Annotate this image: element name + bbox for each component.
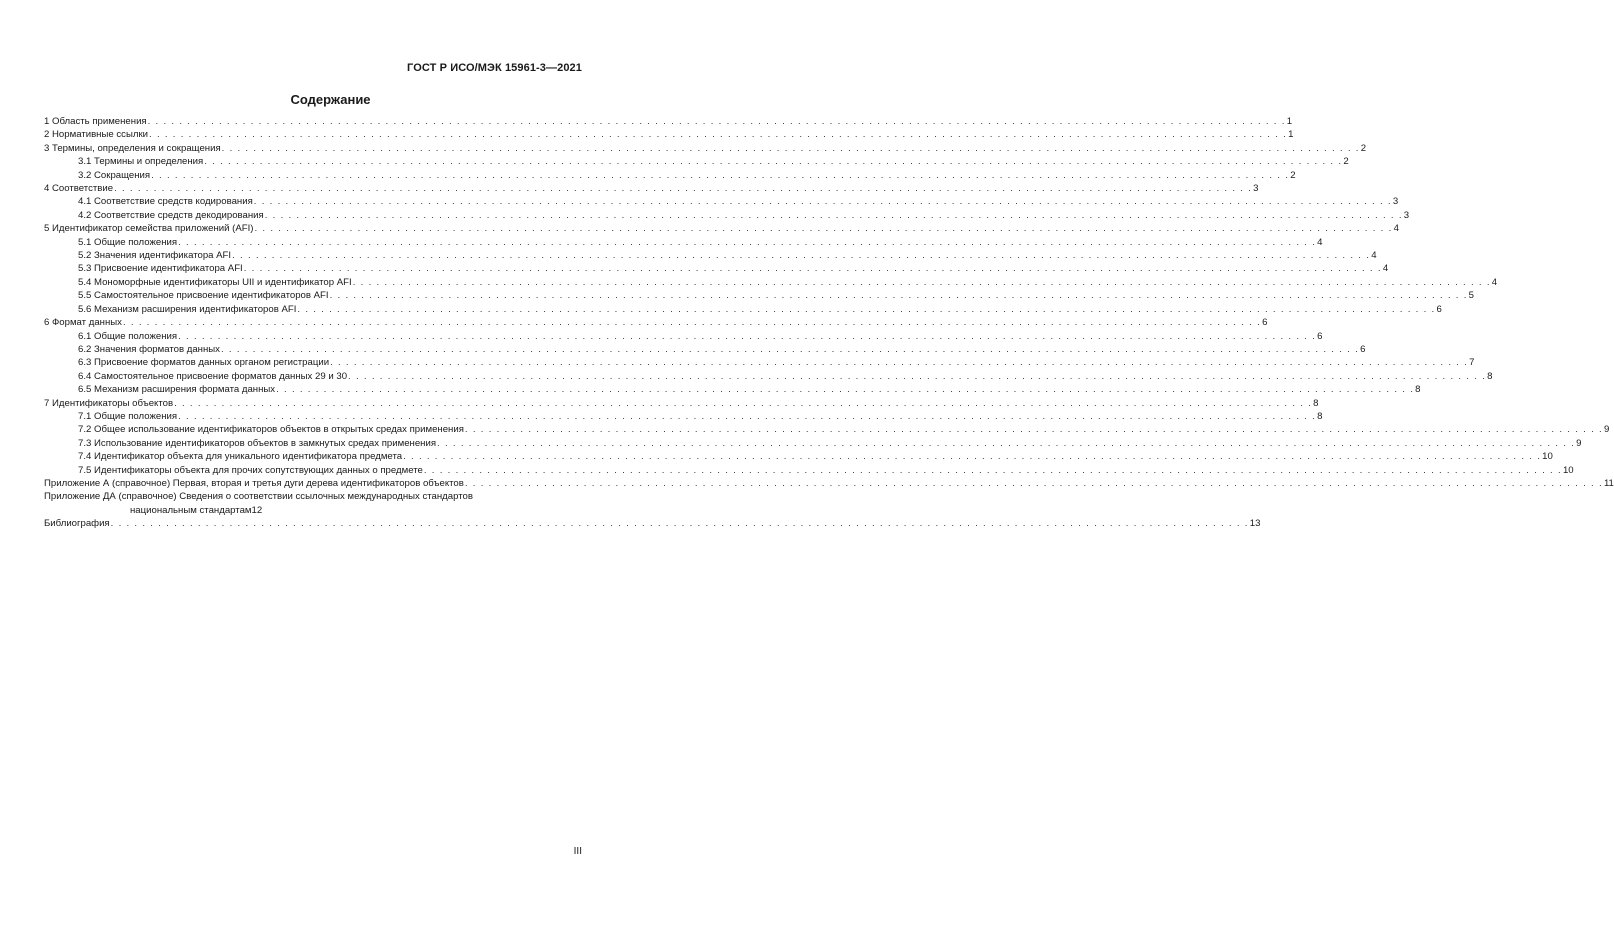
toc-entry[interactable]	[44, 222, 1399, 235]
toc-entry[interactable]	[44, 182, 1259, 195]
toc-entry-label: 7.5 Идентификаторы объекта для прочих сопутствующих данных о предмете	[78, 464, 423, 476]
toc-entry-page: 8	[1313, 397, 1319, 409]
toc-leader-dots	[147, 115, 1287, 128]
toc-entry[interactable]	[44, 464, 1574, 477]
toc-leader-dots	[464, 477, 1604, 490]
toc-entry[interactable]	[44, 236, 1323, 249]
toc-entry-page: 11	[1603, 477, 1614, 489]
toc-entry-label: Приложение ДА (справочное) Сведения о соответствии ссылочных международных стандартов	[44, 491, 473, 503]
toc-entry-page: 8	[1317, 410, 1323, 422]
toc-entry-page: 7	[1469, 357, 1475, 369]
toc-entry-label: 5.1 Общие положения	[78, 236, 178, 248]
toc-entry-label: 3 Термины, определения и сокращения	[44, 142, 221, 154]
toc-entry[interactable]	[44, 437, 1582, 450]
toc-entry[interactable]	[44, 343, 1366, 356]
toc-entry[interactable]	[44, 155, 1349, 168]
toc-entry-label: 6.1 Общие положения	[78, 330, 178, 342]
page-number: III	[573, 846, 582, 857]
table-of-contents	[44, 115, 1614, 531]
toc-entry[interactable]	[44, 262, 1389, 275]
toc-entry-label: 3.1 Термины и определения	[78, 156, 204, 168]
page-title: Содержание	[290, 92, 371, 107]
toc-entry-label: 6.3 Присвоение форматов данных органом регистрации	[78, 357, 330, 369]
toc-entry-label: 5.6 Механизм расширения идентификаторов AFI	[78, 303, 297, 315]
toc-entry-label-continued: национальным стандартам	[130, 504, 252, 516]
toc-entry[interactable]	[44, 249, 1377, 262]
toc-entry-label: 6.5 Механизм расширения формата данных	[78, 384, 276, 396]
toc-entry-label: 7.4 Идентификатор объекта для уникального идентификатора предмета	[78, 451, 403, 463]
toc-entry-page: 4	[1393, 223, 1399, 235]
toc-entry-label: Библиография	[44, 518, 110, 530]
toc-entry-label: Приложение А (справочное) Первая, вторая и третья дуги дерева идентификаторов объектов	[44, 477, 464, 489]
toc-entry[interactable]	[44, 303, 1442, 316]
toc-entry-label: 6.4 Самостоятельное присвоение форматов данных 29 и 30	[78, 370, 348, 382]
toc-entry-page: 6	[1262, 317, 1268, 329]
toc-entry-label: 4.2 Соответствие средств декодирования	[78, 209, 264, 221]
toc-leader-dots	[464, 423, 1604, 436]
toc-leader-dots	[177, 330, 1317, 343]
toc-entry-page: 8	[1487, 370, 1493, 382]
toc-leader-dots	[203, 155, 1343, 168]
toc-entry[interactable]	[44, 289, 1475, 302]
toc-entry[interactable]	[44, 195, 1399, 208]
toc-entry-appendix-da[interactable]	[44, 490, 583, 517]
toc-leader-dots	[253, 195, 1393, 208]
toc-entry-page: 10	[1542, 451, 1553, 463]
toc-leader-dots	[221, 142, 1361, 155]
toc-leader-dots	[436, 437, 1576, 450]
toc-leader-dots	[113, 182, 1253, 195]
toc-entry-label: 6.2 Значения форматов данных	[78, 343, 220, 355]
toc-entry-label: 5.4 Мономорфные идентификаторы UII и идентификатор AFI	[78, 276, 352, 288]
toc-leader-dots	[110, 517, 1250, 530]
toc-entry-label: 7.1 Общие положения	[78, 410, 178, 422]
toc-entry-label: 3.2 Сокращения	[78, 169, 151, 181]
toc-entry-page: 6	[1360, 343, 1366, 355]
toc-entry-page: 9	[1604, 424, 1610, 436]
toc-entry-page: 4	[1371, 250, 1377, 262]
toc-entry-label: 7.2 Общее использование идентификаторов объектов в открытых средах применения	[78, 424, 464, 436]
toc-leader-dots	[264, 209, 1404, 222]
toc-entry-page: 3	[1253, 183, 1259, 195]
toc-entry-page: 6	[1317, 330, 1323, 342]
toc-entry-page: 9	[1576, 437, 1582, 449]
toc-entry-page: 5	[1468, 290, 1475, 302]
toc-leader-dots	[253, 222, 1393, 235]
toc-entry-label: 4 Соответствие	[44, 183, 114, 195]
toc-entry-page: 3	[1392, 196, 1399, 208]
toc-entry-page: 13	[1249, 518, 1261, 530]
toc-entry-label: 7.3 Использование идентификаторов объектов в замкнутых средах применения	[78, 437, 437, 449]
toc-entry-label: 5.3 Присвоение идентификатора AFI	[78, 263, 243, 275]
toc-entry[interactable]	[44, 276, 1498, 289]
toc-leader-dots	[220, 343, 1360, 356]
toc-entry-label: 7 Идентификаторы объектов	[44, 397, 174, 409]
toc-leader-dots	[402, 450, 1542, 463]
toc-entry-page: 6	[1436, 303, 1442, 315]
toc-leader-dots	[329, 289, 1469, 302]
toc-leader-dots	[122, 316, 1262, 329]
toc-entry-page: 4	[1382, 263, 1389, 275]
toc-entry-label: 5.2 Значения идентификатора AFI	[78, 250, 232, 262]
toc-entry-label: 4.1 Соответствие средств кодирования	[78, 196, 253, 208]
toc-entry[interactable]	[44, 356, 1475, 369]
toc-entry-label: 5.5 Самостоятельное присвоение идентификаторов AFI	[78, 290, 329, 302]
toc-entry[interactable]	[44, 477, 1614, 490]
toc-entry-page: 12	[251, 504, 263, 516]
toc-entry[interactable]	[44, 450, 1553, 463]
toc-entry-page: 1	[1288, 129, 1294, 141]
document-code: ГОСТ Р ИСО/МЭК 15961-3—2021	[407, 62, 582, 74]
toc-entry[interactable]	[44, 169, 1296, 182]
toc-leader-dots	[329, 356, 1469, 369]
toc-entry[interactable]	[44, 423, 1610, 436]
toc-entry-page: 2	[1343, 156, 1349, 168]
toc-entry-label: 5 Идентификатор семейства приложений (AFI)	[44, 223, 254, 235]
toc-entry[interactable]	[44, 142, 1367, 155]
toc-entry-page: 3	[1403, 209, 1410, 221]
toc-leader-dots	[347, 370, 1487, 383]
toc-entry[interactable]	[44, 330, 1323, 343]
toc-entry-label: 2 Нормативные ссылки	[44, 129, 149, 141]
toc-leader-dots	[296, 303, 1436, 316]
toc-leader-dots	[275, 383, 1415, 396]
toc-leader-dots	[423, 464, 1563, 477]
toc-entry[interactable]	[44, 370, 1493, 383]
toc-leader-dots	[177, 236, 1317, 249]
toc-entry[interactable]	[44, 383, 1421, 396]
toc-entry-page: 2	[1290, 169, 1296, 181]
toc-entry-page: 4	[1317, 236, 1323, 248]
toc-entry-page: 1	[1286, 116, 1293, 127]
toc-leader-dots	[173, 397, 1313, 410]
toc-entry-page: 8	[1415, 384, 1421, 396]
toc-entry-page: 10	[1562, 464, 1574, 476]
toc-entry[interactable]	[44, 410, 1323, 423]
toc-leader-dots	[243, 262, 1383, 275]
toc-leader-dots	[148, 128, 1288, 141]
toc-entry-label: 1 Область применения	[44, 116, 147, 127]
toc-entry[interactable]	[44, 316, 1268, 329]
toc-entry[interactable]	[44, 115, 1293, 128]
toc-leader-dots	[352, 276, 1492, 289]
toc-leader-dots	[177, 410, 1317, 423]
toc-leader-dots	[150, 169, 1290, 182]
toc-entry-page: 4	[1491, 276, 1498, 288]
toc-entry-page: 2	[1360, 142, 1367, 154]
toc-entry-bibliography[interactable]	[44, 517, 1261, 530]
toc-leader-dots	[231, 249, 1371, 262]
toc-entry[interactable]	[44, 397, 1319, 410]
toc-entry[interactable]	[44, 209, 1410, 222]
toc-entry-label: 6 Формат данных	[44, 317, 122, 329]
toc-entry[interactable]	[44, 128, 1294, 141]
